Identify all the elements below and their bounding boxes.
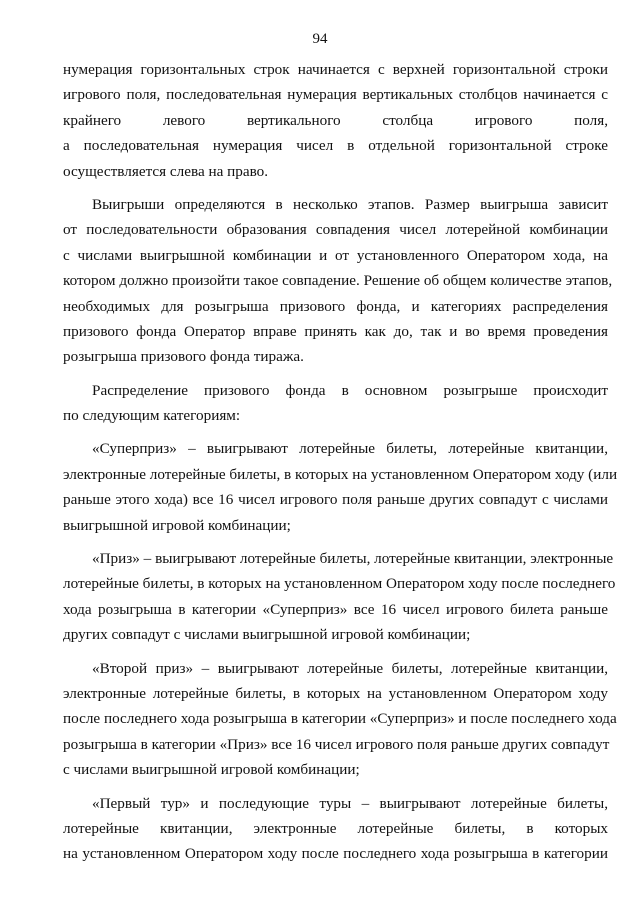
paragraph: [63, 436, 618, 538]
paragraph-gap: [63, 538, 608, 546]
paragraph-gap: [63, 184, 608, 192]
text-line: котором должно произойти такое совпадение. Решение об общем количестве этапов,: [63, 272, 613, 290]
paragraph: [63, 791, 608, 867]
text-line: необходимых для розыгрыша призового фонда, и категориях распределения: [63, 297, 608, 315]
text-line: «Приз» – выигрывают лотерейные билеты, лотерейные квитанции, электронные: [92, 550, 614, 568]
text-line: розыгрыша призового фонда тиража.: [63, 348, 304, 366]
text-line: крайнего левого вертикального столбца игрового поля,: [63, 111, 608, 129]
text-line: призового фонда Оператор вправе принять как до, так и во время проведения: [63, 322, 608, 340]
text-line: а последовательная нумерация чисел в отдельной горизонтальной строке: [63, 137, 608, 155]
text-line: по следующим категориям:: [63, 407, 241, 425]
text-line: Выигрыши определяются в несколько этапов. Размер выигрыша зависит: [92, 195, 608, 213]
page-number: 94: [312, 31, 328, 47]
text-line: «Первый тур» и последующие туры – выигрывают лотерейные билеты,: [92, 794, 608, 812]
text-line: электронные лотерейные билеты, в которых на установленном Оператором ходу: [63, 684, 608, 702]
text-line: с числами выигрышной игровой комбинации;: [63, 761, 360, 779]
text-line: электронные лотерейные билеты, в которых на установленном Оператором ходу (или: [63, 465, 618, 483]
text-line: нумерация горизонтальных строк начинается с верхней горизонтальной строки: [63, 61, 608, 78]
paragraph: [63, 656, 617, 783]
text-line: «Суперприз» – выигрывают лотерейные билеты, лотерейные квитанции,: [92, 440, 608, 458]
text-line: «Второй приз» – выигрывают лотерейные билеты, лотерейные квитанции,: [92, 659, 608, 677]
text-line: выигрышной игровой комбинации;: [63, 516, 291, 534]
text-line: лотерейные квитанции, электронные лотерейные билеты, в которых: [63, 819, 608, 837]
paragraph: [63, 57, 608, 184]
text-line: на установленном Оператором ходу после последнего хода розыгрыша в категории: [63, 845, 608, 863]
text-line: от последовательности образования совпадения чисел лотерейной комбинации: [63, 221, 608, 239]
text-line: игрового поля, последовательная нумерация вертикальных столбцов начинается с: [63, 86, 608, 104]
paragraph-gap: [63, 783, 608, 791]
paragraph: [63, 546, 616, 648]
text-line: Распределение призового фонда в основном розыгрыше происходит: [92, 381, 608, 399]
paragraph: [63, 192, 613, 370]
text-line: розыгрыша в категории «Приз» все 16 чисел игрового поля раньше других совпадут: [63, 735, 610, 753]
document-body: [63, 57, 618, 867]
paragraph-gap: [63, 370, 608, 378]
paragraph: [63, 378, 608, 429]
text-line: осуществляется слева на право.: [63, 162, 269, 180]
text-line: лотерейные билеты, в которых на установленном Оператором ходу после последнего: [63, 575, 616, 593]
text-line: раньше этого хода) все 16 чисел игрового поля раньше других совпадут с числами: [63, 491, 608, 509]
text-line: с числами выигрышной комбинации и от установленного Оператором хода, на: [63, 246, 608, 264]
paragraph-gap: [63, 648, 608, 656]
text-line: хода розыгрыша в категории «Суперприз» все 16 чисел игрового билета раньше: [63, 600, 608, 618]
paragraph-gap: [63, 428, 608, 436]
text-line: после последнего хода розыгрыша в категории «Суперприз» и после последнего хода: [63, 710, 617, 728]
text-line: других совпадут с числами выигрышной игровой комбинации;: [63, 626, 471, 644]
